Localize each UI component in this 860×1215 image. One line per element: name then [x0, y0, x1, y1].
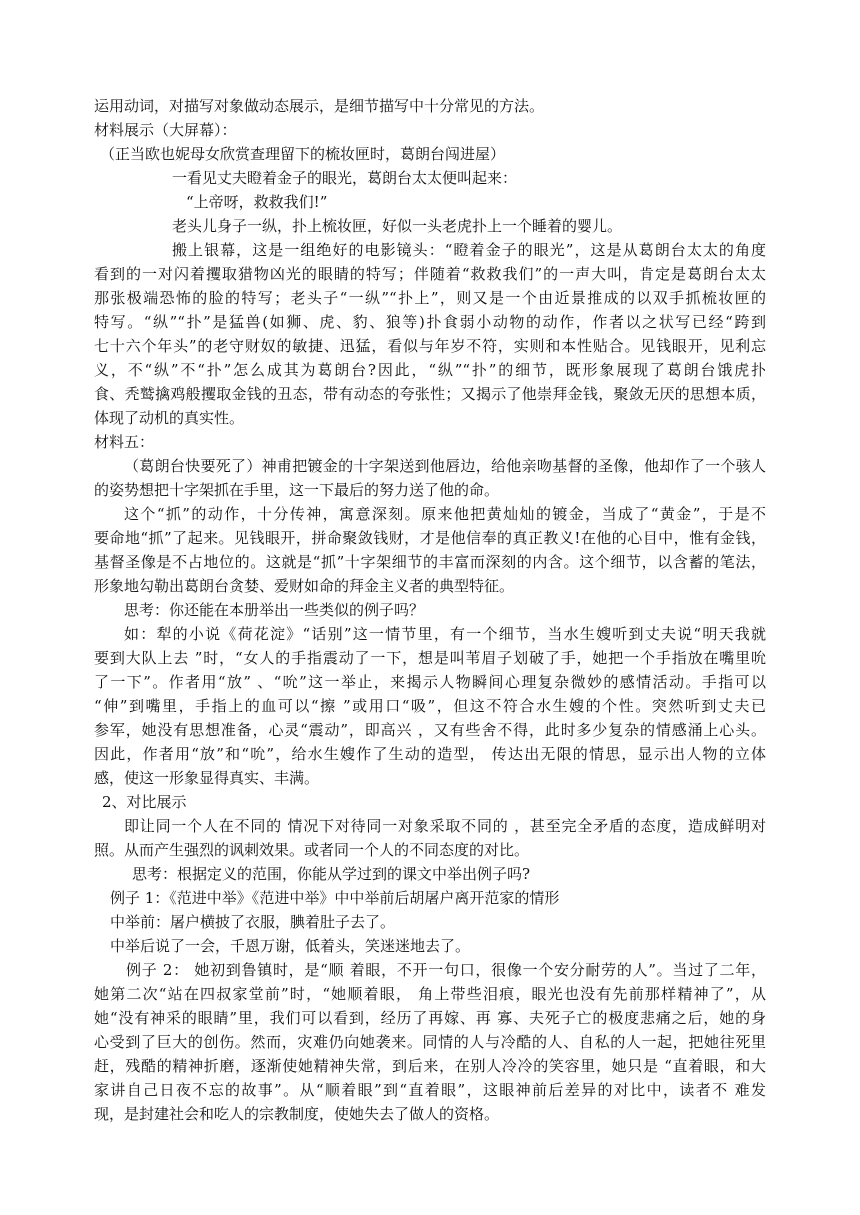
text-line: 因此，作者用“放”和“吮”，给水生嫂作了生动的造型， 传达出无限的情思，显示出人物的立体: [94, 745, 766, 763]
text-line: 思考：你还能在本册举出一些类似的例子吗？: [124, 601, 425, 619]
text-line: 即让同一个人在不同的 情况下对待同一对象采取不同的 ，甚至完全矛盾的态度，造成鲜明对: [124, 817, 766, 835]
section-heading: 材料五：: [94, 433, 155, 451]
text-line: （葛朗台快要死了）神甫把镀金的十字架送到他唇边，给他亲吻基督的圣像，他却作了一个骇人: [124, 457, 766, 475]
text-line: 这个“抓”的动作，十分传神，寓意深刻。原来他把黄灿灿的镀金，当成了“黄金”，于是不: [124, 505, 766, 523]
text-line: 搬上银幕，这是一组绝好的电影镜头：“瞪着金子的眼光”，这是从葛朗台太太的角度: [172, 241, 766, 259]
text-line: “伸”到嘴里，手指上的血可以“擦 ”或用口“吸”，但这不符合水生嫂的个性。突然听到丈夫已: [94, 697, 766, 715]
text-line: 要到大队上去 ”时，“女人的手指震动了一下，想是叫苇眉子划破了手，她把一个手指放在嘴里吮: [94, 649, 766, 667]
text-line: 看到的一对闪着攫取猎物凶光的眼睛的特写；伴随着“救救我们”的一声大叫，肯定是葛朗台太太: [94, 265, 766, 283]
text-line: （正当欧也妮母女欣赏查理留下的梳妆匣时，葛朗台闯进屋）: [100, 145, 506, 163]
text-line: 体现了动机的真实性。: [94, 409, 245, 427]
text-line: 她第二次“站在四叔家堂前”时，“她顺着眼， 角上带些泪痕，眼光也没有先前那样精神了”，从: [94, 985, 766, 1003]
text-line: 例子 2： 她初到鲁镇时，是“顺 着眼，不开一句口，很像一个安分耐劳的人”。当过了二年，: [126, 961, 766, 979]
text-line: 那张极端恐怖的脸的特写；老头子“一纵”“扑上”，则又是一个由近景推成的以双手抓梳妆匣的: [94, 289, 766, 307]
text-line: 如：犁的小说《荷花淀》“话别”这一情节里，有一个细节，当水生嫂听到丈夫说“明天我就: [124, 625, 766, 643]
text-line: 形象地勾勒出葛朗台贪婪、爱财如命的拜金主义者的典型特征。: [94, 577, 515, 595]
text-line: 基督圣像是不占地位的。这就是“抓”十字架细节的丰富而深刻的内含。这个细节，以含蓄的笔法，: [94, 553, 766, 571]
text-line: 例子 1：《范进中举》《范进中举》中中举前后胡屠户离开范家的情形: [110, 889, 560, 907]
text-line: 现，是封建社会和吃人的宗教制度，使她失去了做人的资格。: [94, 1105, 500, 1123]
text-line: 参军，她没有思想准备，心灵“震动”，即高兴 ，又有些舍不得，此时多少复杂的情感涌上心头。: [94, 721, 766, 739]
text-line: 的姿势想把十字架抓在手里，这一下最后的努力送了他的命。: [94, 481, 500, 499]
text-line: 七十六个年头”的老守财奴的敏捷、迅猛，看似与年岁不符，实则和本性贴合。见钱眼开，见利忘: [94, 337, 766, 355]
text-line: 思考：根据定义的范围，你能从学过到的课文中举出例子吗?: [132, 865, 531, 883]
text-line: 特写。“纵”“扑”是猛兽(如狮、虎、豹、狼等)扑食弱小动物的动作，作者以之状写已经“跨到: [94, 313, 766, 331]
text-line: 照。从而产生强烈的讽刺效果。或者同一个人的不同态度的对比。: [94, 841, 530, 859]
text-line: 中举前：屠户横披了衣服，腆着肚子去了。: [110, 913, 396, 931]
section-heading: 2、对比展示: [102, 793, 187, 811]
text-line: 义，不“纵”不“扑”怎么成其为葛朗台?因此，“纵”“扑”的细节，既形象展现了葛朗台饿虎扑: [94, 361, 766, 379]
text-line: 中举后说了一会，千恩万谢，低着头，笑迷迷地去了。: [110, 937, 471, 955]
text-line: 心受到了巨大的创伤。然而，灾难仍向她袭来。同情的人与冷酷的人、自私的人一起，把她往死里: [94, 1033, 766, 1051]
text-line: 老头儿身子一纵，扑上梳妆匣，好似一头老虎扑上一个睡着的婴儿。: [172, 217, 623, 235]
text-line: 一看见丈夫瞪着金子的眼光，葛朗台太太便叫起来：: [172, 169, 518, 187]
text-line: “上帝呀，救救我们!”: [186, 193, 328, 211]
text-line: 食、秃鹫擒鸡般攫取金钱的丑态，带有动态的夸张性；又揭示了他崇拜金钱，聚敛无厌的思想本质，: [94, 385, 766, 403]
section-heading: 材料展示（大屏幕）：: [94, 121, 237, 139]
text-line: 运用动词，对描写对象做动态展示，是细节描写中十分常见的方法。: [94, 97, 545, 115]
text-line: 感，使这一形象显得真实、丰满。: [94, 769, 320, 787]
text-line: 赶，残酷的精神折磨，逐渐使她精神失常，到后来，在别人冷冷的笑容里，她只是 “直着眼，和大: [94, 1057, 766, 1075]
text-line: 她“没有神采的眼睛”里，我们可以看到，经历了再嫁、再 寡、夫死子亡的极度悲痛之后，她的身: [94, 1009, 766, 1027]
text-line: 家讲自己日夜不忘的故事”。从“顺着眼”到“直着眼”，这眼神前后差异的对比中，读者不 难发: [94, 1081, 766, 1099]
text-line: 了一下”。作者用“放” 、“吮”这一举止，来揭示人物瞬间心理复杂微妙的感情活动。手指可以: [94, 673, 766, 691]
text-line: 要命地“抓”了起来。见钱眼开，拼命聚敛钱财，才是他信奉的真正教义!在他的心目中，惟有金钱，: [94, 529, 766, 547]
